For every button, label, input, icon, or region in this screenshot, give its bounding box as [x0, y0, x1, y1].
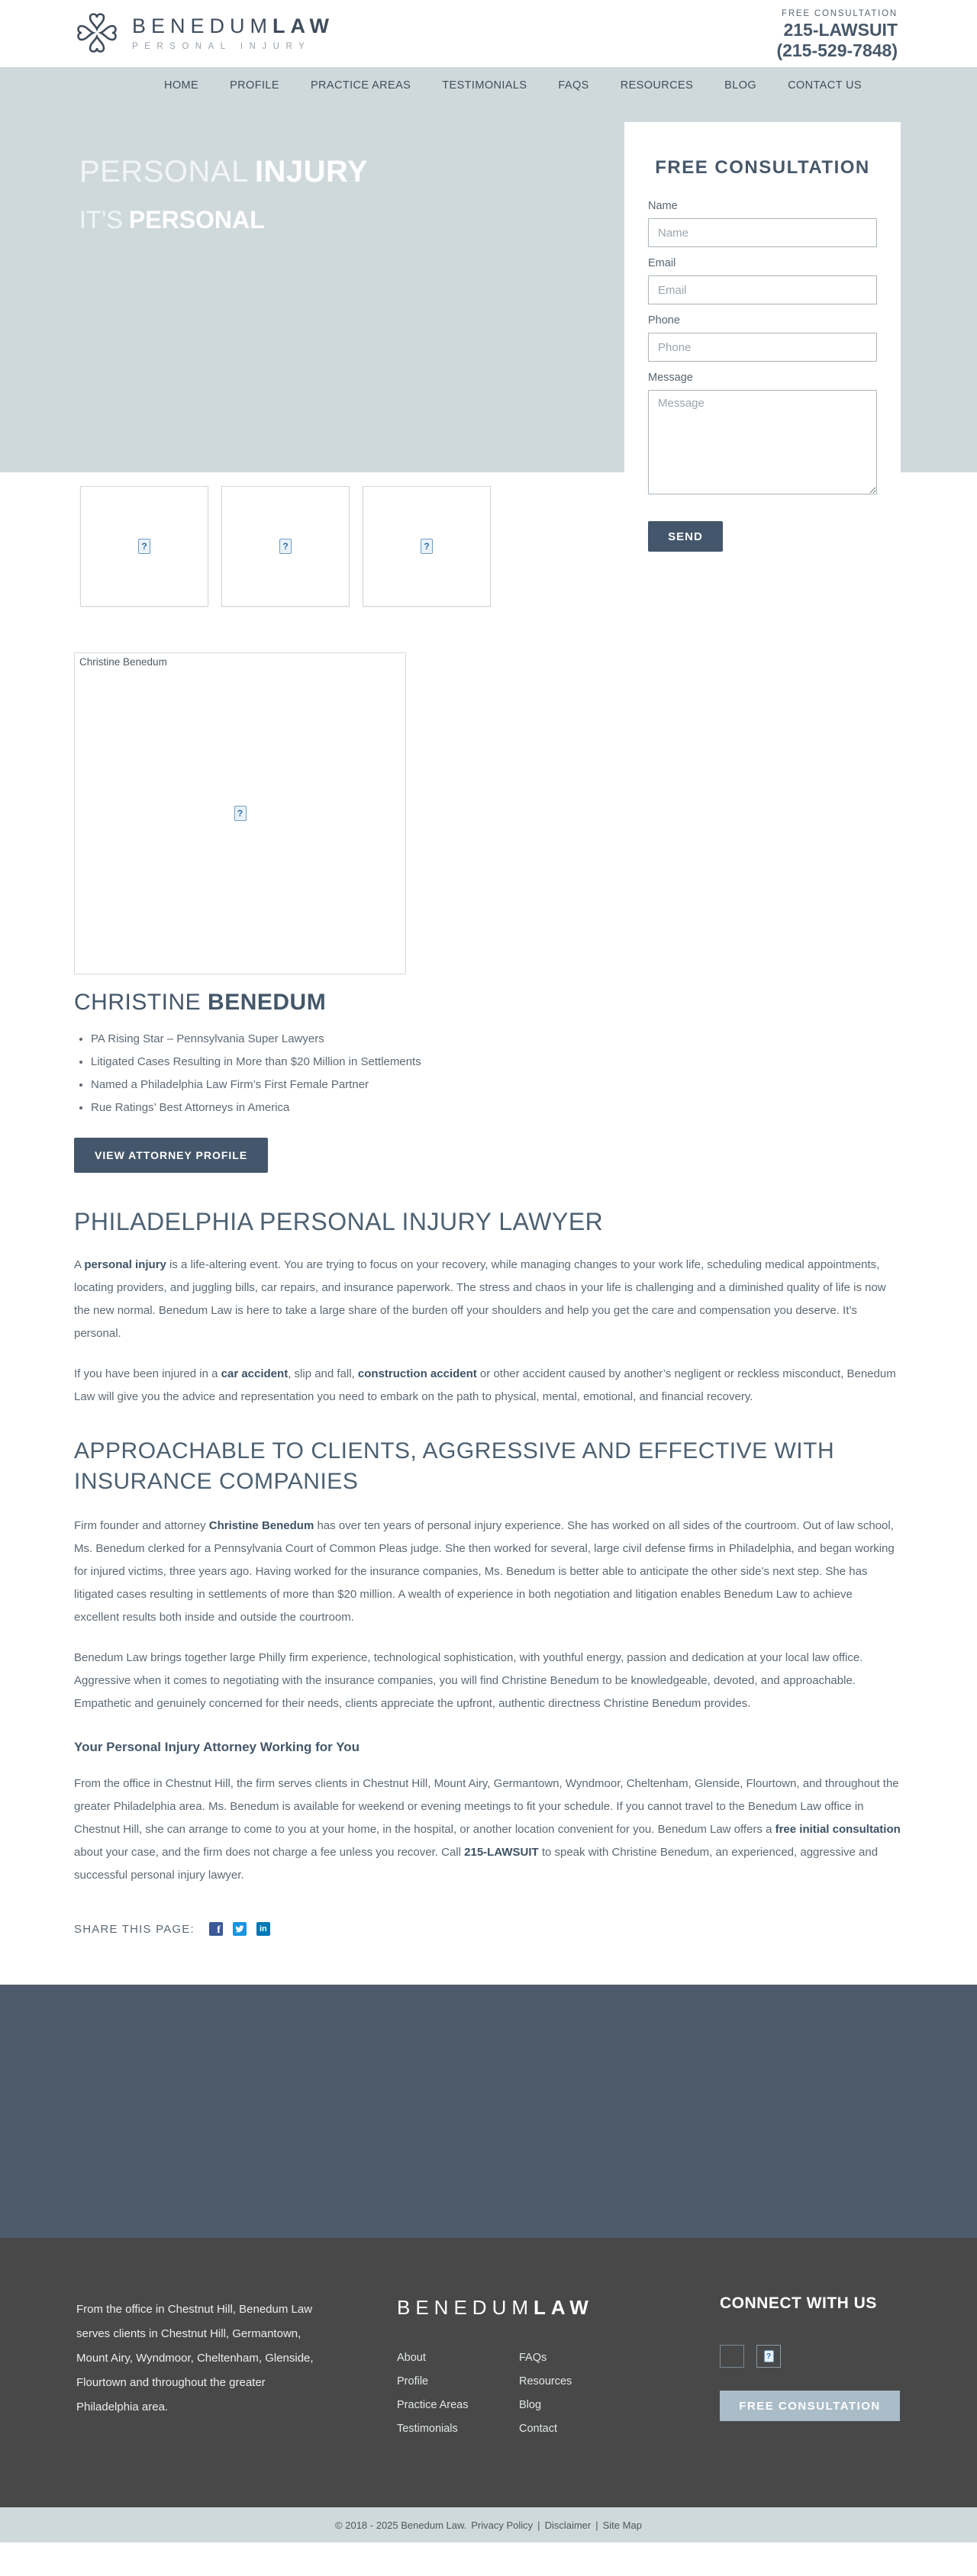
nav-item-home[interactable]: HOME [164, 79, 199, 92]
nav-item-faqs[interactable]: FAQS [558, 79, 589, 92]
footer-about-text: From the office in Chestnut Hill, Benedum Law serves clients in Chestnut Hill, Germantown, Mount Airy, Wyndmoor, Cheltenham, Glenside, Flourtown and throughout the greater Philadelphia area. [76, 2303, 314, 2413]
credential-item: • PA Rising Star – Pennsylvania Super Lawyers [91, 1028, 977, 1051]
separator: | [537, 2519, 540, 2531]
nav-item-contact-us[interactable]: CONTACT US [788, 79, 862, 92]
broken-image-icon: ? [764, 2350, 774, 2362]
text-segment: or other accident caused by another’s negligent or reckless misconduct, Benedum Law will give you the advice and representation you need to embark on the path to physical, mental, emotional, and financial recovery. [74, 1367, 896, 1403]
twitter-icon[interactable] [233, 1922, 247, 1936]
badge-image-placeholder [80, 486, 208, 607]
phone-label: FREE CONSULTATION [782, 9, 898, 18]
footer-link-testimonials[interactable]: Testimonials [397, 2423, 458, 2435]
message-label: Message [648, 372, 693, 384]
inline-text-link[interactable]: 215-LAWSUIT [464, 1846, 539, 1859]
copyright-bar [0, 2507, 977, 2542]
attorney-name-heading: CHRISTINE BENEDUM [74, 990, 327, 1015]
nav-item-profile[interactable]: PROFILE [230, 79, 279, 92]
share-label: SHARE THIS PAGE: [74, 1922, 195, 1936]
hero-headline [79, 155, 368, 234]
credential-item: • Named a Philadelphia Law Firm’s First Female Partner [91, 1074, 977, 1096]
text-segment: A [74, 1258, 85, 1271]
footer-links-column-2 [519, 2352, 641, 2435]
text-segment: From the office in Chestnut Hill, the firm serves clients in Chestnut Hill, Mount Airy, Germantown, Wyndmoor, Cheltenham, Glenside, Flourtown, and throughout the greater Philadelphia area. Ms. Benedum is available for weekend or evening meetings to fit your schedule. If you cannot travel to the Benedum Law office in Chestnut Hill, she can arrange to come to you at your home, in the hospital, or another location convenient for you. Benedum Law offers a [74, 1777, 899, 1836]
article-paragraph [74, 1773, 901, 1887]
article-section [74, 1208, 901, 1887]
text-segment: has over ten years of personal injury experience. She has worked on all sides of the courtroom. Out of law school, Ms. Benedum clerked for a Pennsylvania Court of Common Pleas judge. She then worked for several, large civil defense firms in Philadelphia, and began working for injured victims, three years ago. Having worked for the insurance companies, Ms. Benedum is better able to anticipate the other side’s next step. She has litigated cases resulting in settlements of more than $20 million. A wealth of experience in both negotiation and litigation enables Benedum Law to achieve excellent results both inside and outside the courtroom. [74, 1519, 895, 1624]
inline-text-link[interactable]: free initial consultation [775, 1823, 901, 1836]
article-paragraph [74, 1254, 901, 1345]
text-segment: , slip and fall, [288, 1367, 358, 1380]
nav-item-testimonials[interactable]: TESTIMONIALS [442, 79, 527, 92]
main-nav [0, 67, 977, 104]
email-input[interactable] [648, 275, 877, 304]
broken-image-icon: ? [421, 539, 433, 554]
logo[interactable] [73, 8, 334, 57]
logo-pinwheel-icon [73, 8, 121, 57]
footer-links-column-1 [397, 2352, 519, 2435]
phone-number[interactable]: 215-LAWSUIT [783, 20, 898, 40]
text-segment: If you have been injured in a [74, 1367, 221, 1380]
consultation-form [624, 122, 901, 585]
text-segment: Benedum Law brings together large Philly firm experience, technological sophistication, with youthful energy, passion and dedication at your local law office. Aggressive when it comes to negotiating with the insurance companies, you will find Christine Benedum to be knowledgeable, devoted, and approachable. Empathetic and genuinely concerned for their needs, clients appreciate the upfront, authentic directness Christine Benedum provides. [74, 1651, 863, 1710]
view-attorney-profile-button[interactable]: VIEW ATTORNEY PROFILE [74, 1138, 268, 1173]
broken-image-icon: ? [279, 539, 292, 554]
badge-image-placeholder [221, 486, 350, 607]
connect-with-us-heading: CONNECT WITH US [720, 2294, 877, 2312]
message-textarea[interactable] [648, 390, 877, 494]
footer-free-consultation-button[interactable]: FREE CONSULTATION [720, 2391, 900, 2421]
site-header [0, 0, 977, 67]
email-label: Email [648, 257, 676, 269]
site-footer [0, 2238, 977, 2507]
phone-number-alt[interactable]: (215-529-7848) [776, 40, 898, 60]
broken-image-icon: ? [138, 539, 150, 554]
badge-image-placeholder [363, 486, 491, 607]
social-image-placeholder[interactable] [756, 2345, 781, 2368]
page-title: PHILADELPHIA PERSONAL INJURY LAWYER [74, 1208, 604, 1235]
name-input[interactable] [648, 218, 877, 247]
footer-link-contact[interactable]: Contact [519, 2423, 557, 2435]
text-segment: to speak with Christine Benedum, an experienced, aggressive and successful personal injury lawyer. [74, 1846, 879, 1882]
footer-link-profile[interactable]: Profile [397, 2375, 429, 2388]
facebook-icon[interactable]: f [209, 1922, 223, 1936]
map-placeholder-block [0, 1985, 977, 2238]
logo-text [132, 14, 334, 51]
linkedin-icon[interactable]: in [256, 1922, 270, 1936]
footer-social-icons [720, 2345, 900, 2368]
section-heading: APPROACHABLE TO CLIENTS, AGGRESSIVE AND EFFECTIVE WITH INSURANCE COMPANIES [74, 1438, 835, 1494]
nav-item-practice-areas[interactable]: PRACTICE AREAS [310, 79, 411, 92]
text-segment: is a life-altering event. You are trying to focus on your recovery, while managing changes to your work life, scheduling medical appointments, locating providers, and juggling bills, car repairs, and insurance paperwork. The stress and chaos in your life is challenging and a diminished quality of life is now the new normal. Benedum Law is here to take a large share of the burden off your shoulders and help you get the care and compensation you deserve. It’s personal. [74, 1258, 886, 1340]
copyright-text: © 2018 - 2025 Benedum Law. [335, 2519, 467, 2531]
form-title: FREE CONSULTATION [655, 157, 870, 178]
footer-link-faqs[interactable]: FAQs [519, 2352, 547, 2364]
privacy-policy-link[interactable]: Privacy Policy [471, 2519, 534, 2531]
separator: | [595, 2519, 598, 2531]
attorney-credentials-list [76, 1028, 977, 1119]
inline-text-link[interactable]: construction accident [357, 1367, 477, 1380]
disclaimer-link[interactable]: Disclaimer [544, 2519, 592, 2531]
brand-name: BENEDUMLAW [132, 14, 335, 37]
footer-links [397, 2352, 656, 2435]
credential-item: • Rue Ratings’ Best Attorneys in America [91, 1096, 977, 1119]
text-segment: Firm founder and attorney [74, 1519, 209, 1532]
share-row [74, 1922, 977, 1936]
attorney-section [74, 652, 977, 1173]
nav-item-resources[interactable]: RESOURCES [620, 79, 694, 92]
phone-label: Phone [648, 314, 680, 327]
footer-brand: BENEDUMLAW [397, 2296, 594, 2319]
credential-item: • Litigated Cases Resulting in More than $20 Million in Settlements [91, 1051, 977, 1074]
hero-headline-line2: IT’S PERSONAL [79, 206, 265, 233]
footer-link-practice-areas[interactable]: Practice Areas [397, 2399, 469, 2411]
social-image-placeholder[interactable] [720, 2345, 744, 2368]
footer-link-resources[interactable]: Resources [519, 2375, 572, 2388]
inline-text-link[interactable]: car accident [221, 1367, 289, 1380]
site-map-link[interactable]: Site Map [602, 2519, 642, 2531]
hero-headline-line1: PERSONAL INJURY [79, 155, 369, 188]
footer-connect-column [720, 2294, 900, 2421]
article-paragraph [74, 1363, 901, 1409]
name-label: Name [648, 200, 678, 212]
phone-input[interactable] [648, 333, 877, 362]
sub-heading: Your Personal Injury Attorney Working for You [74, 1740, 360, 1754]
send-button[interactable]: SEND [648, 521, 723, 552]
attorney-photo-alt-text: Christine Benedum [79, 656, 167, 668]
article-paragraph [74, 1515, 901, 1629]
nav-item-blog[interactable]: BLOG [724, 79, 757, 92]
broken-image-icon: ? [234, 806, 247, 821]
inline-text-link[interactable]: personal injury [84, 1258, 166, 1271]
article-paragraph [74, 1647, 901, 1715]
footer-center-column [397, 2296, 656, 2435]
footer-link-about[interactable]: About [397, 2352, 426, 2364]
attorney-photo-placeholder [74, 652, 406, 974]
inline-text-link[interactable]: Christine Benedum [208, 1519, 314, 1532]
brand-tagline: PERSONAL INJURY [132, 42, 311, 51]
text-segment: about your case, and the firm does not charge a fee unless you recover. Call [74, 1846, 465, 1859]
footer-link-blog[interactable]: Blog [519, 2399, 542, 2411]
phone-block [776, 9, 898, 60]
